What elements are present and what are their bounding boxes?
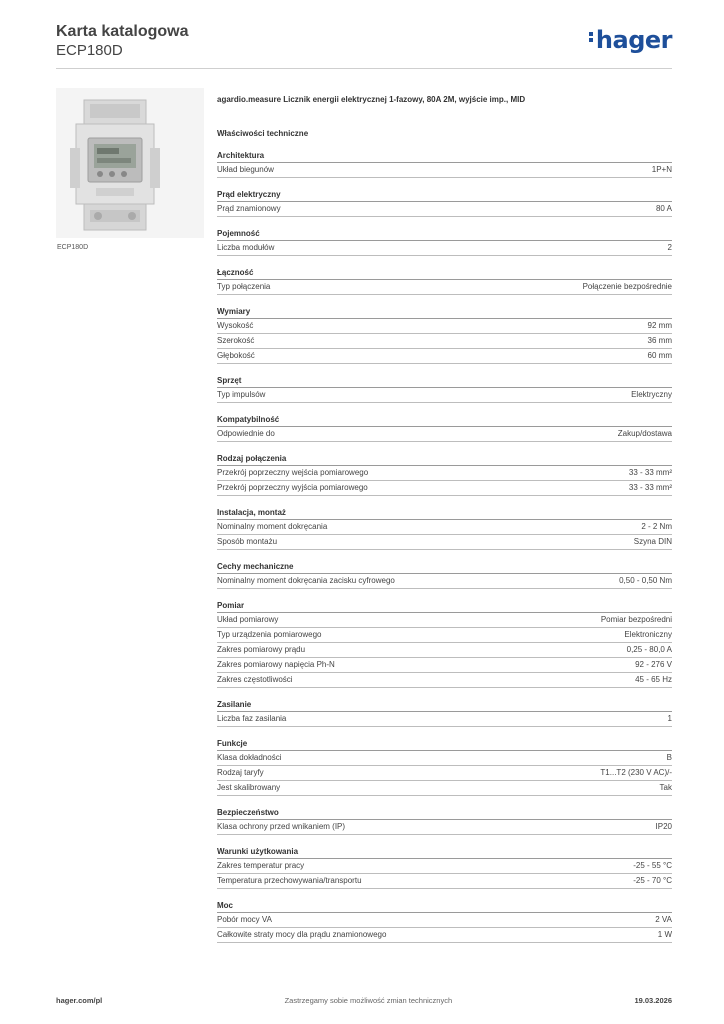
spec-label: Typ urządzenia pomiarowego (217, 630, 322, 639)
spec-label: Układ pomiarowy (217, 615, 279, 624)
spec-label: Wysokość (217, 321, 254, 330)
spec-groups (217, 150, 672, 943)
spec-group (217, 699, 672, 727)
spec-group (217, 228, 672, 256)
spec-group (217, 150, 672, 178)
spec-group (217, 414, 672, 442)
spec-value: B (666, 753, 672, 762)
spec-label: Zakres pomiarowy napięcia Ph-N (217, 660, 335, 669)
spec-row (217, 481, 672, 496)
spec-group (217, 900, 672, 943)
spec-row (217, 658, 672, 673)
spec-label: Układ biegunów (217, 165, 274, 174)
spec-label: Zakres temperatur pracy (217, 861, 305, 870)
product-code: ECP180D (56, 42, 123, 59)
spec-value: Tak (659, 783, 672, 792)
spec-label: Zakres częstotliwości (217, 675, 293, 684)
spec-value: 33 - 33 mm² (628, 468, 672, 477)
spec-group (217, 561, 672, 589)
spec-label: Rodzaj taryfy (217, 768, 264, 777)
spec-row (217, 673, 672, 688)
spec-value: 33 - 33 mm² (628, 483, 672, 492)
spec-group-title: Wymiary (217, 306, 672, 319)
spec-label: Pobór mocy VA (217, 915, 272, 924)
spec-group-title: Cechy mechaniczne (217, 561, 672, 574)
spec-group-title: Rodzaj połączenia (217, 453, 672, 466)
spec-label: Nominalny moment dokręcania zacisku cyfrowego (217, 576, 395, 585)
document-title: Karta katalogowa (56, 23, 189, 40)
spec-content (217, 95, 672, 954)
spec-group-title: Warunki użytkowania (217, 846, 672, 859)
spec-group (217, 738, 672, 796)
spec-group-title: Sprzęt (217, 375, 672, 388)
spec-value: Elektroniczny (624, 630, 672, 639)
footer-disclaimer: Zastrzegamy sobie możliwość zmian technicznych (284, 996, 453, 1005)
spec-label: Odpowiednie do (217, 429, 275, 438)
spec-group-title: Architektura (217, 150, 672, 163)
spec-group-title: Kompatybilność (217, 414, 672, 427)
spec-group (217, 453, 672, 496)
spec-label: Nominalny moment dokręcania (217, 522, 328, 531)
spec-value: 1 W (657, 930, 672, 939)
spec-value: 36 mm (647, 336, 672, 345)
spec-row (217, 859, 672, 874)
footer-website: hager.com/pl (56, 996, 103, 1005)
spec-group (217, 306, 672, 364)
technical-properties-heading: Właściwości techniczne (217, 129, 309, 138)
image-caption: ECP180D (57, 244, 89, 251)
spec-group (217, 600, 672, 688)
spec-row (217, 520, 672, 535)
spec-row (217, 241, 672, 256)
spec-group (217, 375, 672, 403)
spec-value: -25 - 55 °C (633, 861, 672, 870)
page-footer (56, 996, 672, 1005)
spec-value: Szyna DIN (633, 537, 672, 546)
spec-value: 92 - 276 V (635, 660, 672, 669)
spec-value: 0,50 - 0,50 Nm (619, 576, 672, 585)
spec-value: 92 mm (647, 321, 672, 330)
spec-group-title: Funkcje (217, 738, 672, 751)
spec-row (217, 874, 672, 889)
spec-row (217, 334, 672, 349)
energy-meter-illustration (56, 88, 204, 238)
spec-row (217, 766, 672, 781)
spec-row (217, 280, 672, 295)
spec-label: Prąd znamionowy (217, 204, 281, 213)
spec-row (217, 643, 672, 658)
spec-group (217, 189, 672, 217)
spec-row (217, 319, 672, 334)
spec-value: Zakup/dostawa (617, 429, 672, 438)
spec-row (217, 712, 672, 727)
spec-label: Całkowite straty mocy dla prądu znamionowego (217, 930, 387, 939)
spec-row (217, 466, 672, 481)
product-image (56, 88, 204, 238)
logo-dots-icon (589, 30, 594, 44)
spec-group (217, 267, 672, 295)
spec-value: 2 VA (655, 915, 672, 924)
spec-row (217, 913, 672, 928)
spec-label: Przekrój poprzeczny wyjścia pomiarowego (217, 483, 368, 492)
spec-value: 0,25 - 80,0 A (626, 645, 672, 654)
spec-group-title: Instalacja, montaż (217, 507, 672, 520)
spec-row (217, 613, 672, 628)
spec-value: 2 - 2 Nm (641, 522, 672, 531)
spec-value: 60 mm (647, 351, 672, 360)
spec-value: 80 A (655, 204, 672, 213)
spec-row (217, 928, 672, 943)
spec-value: Połączenie bezpośrednie (582, 282, 672, 291)
spec-label: Głębokość (217, 351, 255, 360)
spec-value: Elektryczny (631, 390, 672, 399)
spec-group-title: Bezpieczeństwo (217, 807, 672, 820)
spec-value: 1P+N (651, 165, 672, 174)
spec-group-title: Pomiar (217, 600, 672, 613)
spec-value: 1 (667, 714, 672, 723)
spec-group-title: Łączność (217, 267, 672, 280)
spec-group-title: Prąd elektryczny (217, 189, 672, 202)
spec-group (217, 807, 672, 835)
spec-value: -25 - 70 °C (633, 876, 672, 885)
spec-row (217, 349, 672, 364)
footer-date: 19.03.2026 (634, 996, 672, 1005)
hager-logo (589, 26, 672, 54)
spec-group-title: Moc (217, 900, 672, 913)
spec-label: Szerokość (217, 336, 255, 345)
spec-row (217, 202, 672, 217)
spec-row (217, 781, 672, 796)
spec-row (217, 535, 672, 550)
spec-label: Zakres pomiarowy prądu (217, 645, 306, 654)
product-description: agardio.measure Licznik energii elektrycznej 1-fazowy, 80A 2M, wyjście imp., MID (217, 95, 526, 104)
spec-row (217, 388, 672, 403)
spec-label: Klasa dokładności (217, 753, 282, 762)
logo-text: hager (595, 26, 672, 54)
spec-value: Pomiar bezpośredni (600, 615, 672, 624)
spec-row (217, 751, 672, 766)
spec-label: Typ impulsów (217, 390, 266, 399)
spec-value: 45 - 65 Hz (635, 675, 672, 684)
spec-label: Jest skalibrowany (217, 783, 281, 792)
spec-label: Sposób montażu (217, 537, 278, 546)
spec-group (217, 846, 672, 889)
spec-label: Typ połączenia (217, 282, 271, 291)
spec-value: T1...T2 (230 V AC)/- (600, 768, 672, 777)
spec-group (217, 507, 672, 550)
spec-row (217, 427, 672, 442)
spec-label: Liczba faz zasilania (217, 714, 287, 723)
spec-label: Klasa ochrony przed wnikaniem (IP) (217, 822, 346, 831)
spec-label: Temperatura przechowywania/transportu (217, 876, 362, 885)
spec-value: 2 (667, 243, 672, 252)
spec-label: Liczba modułów (217, 243, 275, 252)
spec-group-title: Zasilanie (217, 699, 672, 712)
spec-group-title: Pojemność (217, 228, 672, 241)
spec-row (217, 820, 672, 835)
spec-row (217, 574, 672, 589)
spec-label: Przekrój poprzeczny wejścia pomiarowego (217, 468, 369, 477)
page-header (56, 20, 672, 69)
spec-row (217, 628, 672, 643)
spec-value: IP20 (655, 822, 672, 831)
spec-row (217, 163, 672, 178)
